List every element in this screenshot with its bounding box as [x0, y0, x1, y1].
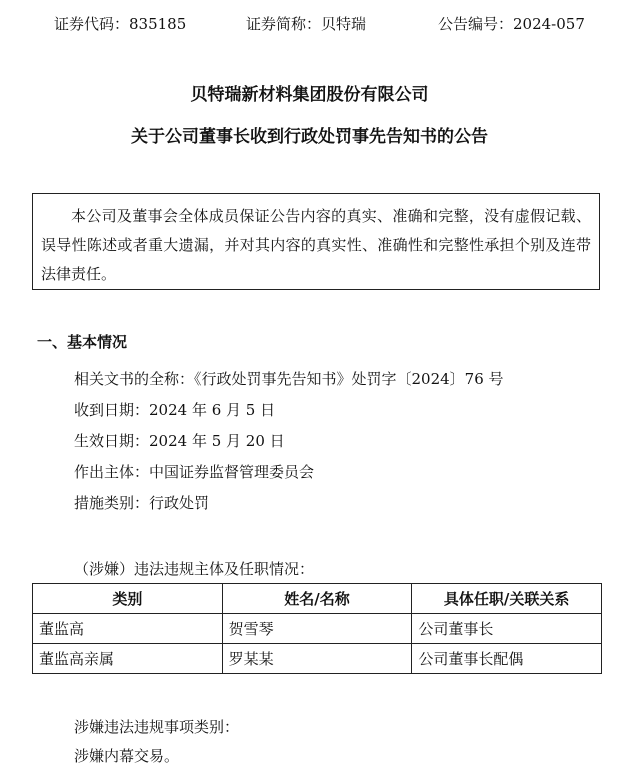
- table-caption: （涉嫌）违法违规主体及任职情况：: [74, 560, 315, 578]
- notice-title: 关于公司董事长收到行政处罚事先告知书的公告: [131, 127, 488, 147]
- column-header-position: 具体任职/关联关系: [412, 584, 602, 614]
- company-title: 贝特瑞新材料集团股份有限公司: [190, 85, 429, 105]
- table-row: [33, 614, 602, 644]
- document-full-name: 相关文书的全称：《行政处罚事先告知书》处罚字〔2024〕76 号: [74, 370, 504, 388]
- received-date: 收到日期：2024 年 6 月 5 日: [74, 401, 276, 419]
- cell-position: 公司董事长配偶: [412, 644, 602, 674]
- cell-name: 贺雪琴: [222, 614, 412, 644]
- issuing-body: 作出主体：中国证券监督管理委员会: [74, 463, 315, 481]
- column-header-category: 类别: [33, 584, 223, 614]
- party-table: [32, 583, 602, 674]
- measure-type: 措施类别：行政处罚: [74, 494, 210, 512]
- notice-number: 公告编号：2024-057: [438, 15, 585, 33]
- cell-name: 罗某某: [222, 644, 412, 674]
- effective-date: 生效日期：2024 年 5 月 20 日: [74, 432, 285, 450]
- stock-code: 证券代码：835185: [54, 15, 187, 33]
- section-heading-basic-info: 一、基本情况: [37, 333, 128, 351]
- cell-position: 公司董事长: [412, 614, 602, 644]
- table-header-row: [33, 584, 602, 614]
- violation-type-label: 涉嫌违法违规事项类别：: [74, 718, 240, 736]
- document-header: [0, 12, 619, 36]
- disclaimer-box: 本公司及董事会全体成员保证公告内容的真实、准确和完整，没有虚假记载、误导性陈述或者重大遗漏，并对其内容的真实性、准确性和完整性承担个别及连带法律责任。: [32, 193, 600, 290]
- stock-name: 证券简称：贝特瑞: [246, 15, 367, 33]
- column-header-name: 姓名/名称: [222, 584, 412, 614]
- cell-category: 董监高: [33, 614, 223, 644]
- violation-type-value: 涉嫌内幕交易。: [74, 747, 180, 765]
- cell-category: 董监高亲属: [33, 644, 223, 674]
- table-row: [33, 644, 602, 674]
